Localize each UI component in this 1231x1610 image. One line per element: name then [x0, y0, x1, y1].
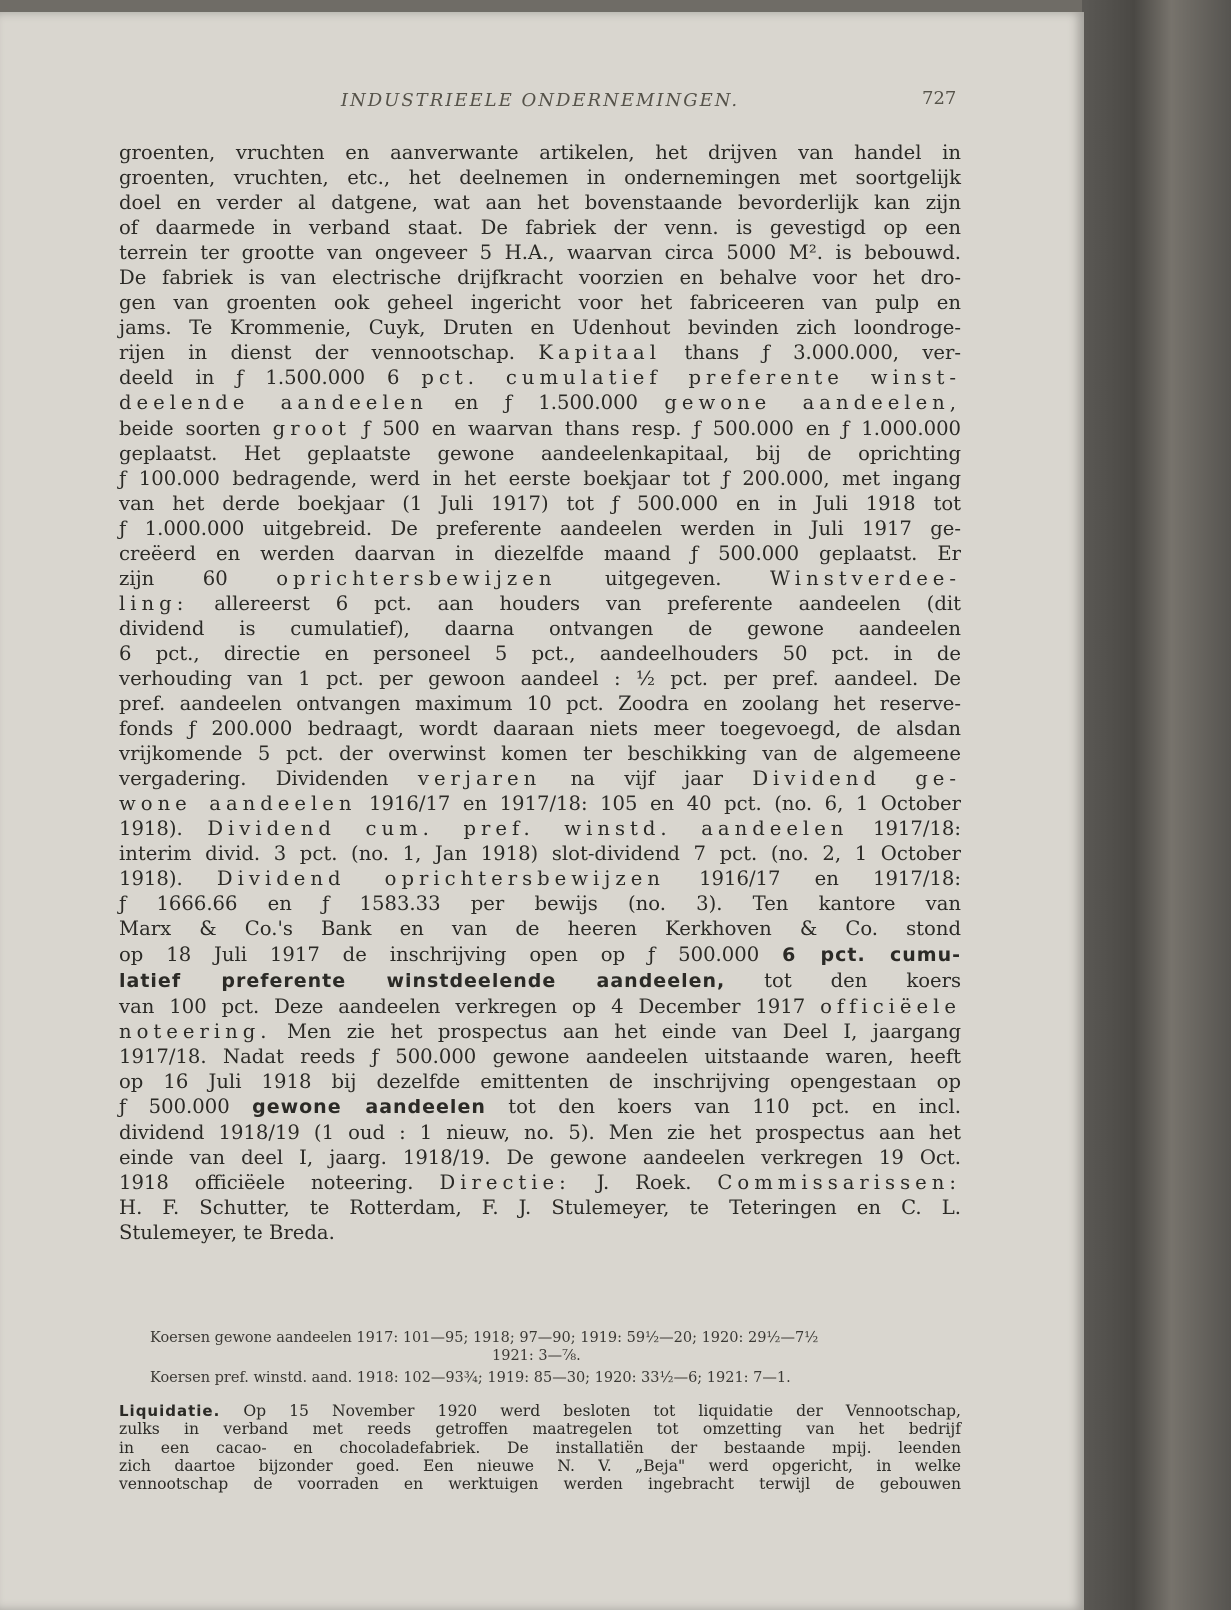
- spaced-term: officiëele: [820, 994, 961, 1018]
- text-line: [119, 591, 961, 616]
- spaced-term: deelende aandeelen: [119, 391, 428, 415]
- text-line: creëerd en werden daarvan in diezelfde maand ƒ 500.000 geplaatst. Er: [119, 541, 961, 565]
- spaced-term: wone aandeelen: [119, 792, 357, 816]
- text-segment: 1918 officiëele noteering.: [119, 1170, 414, 1194]
- text-line: ƒ 1.000.000 uitgebreid. De preferente aandeelen werden in Juli 1917 ge-: [119, 516, 961, 540]
- spaced-term: Dividend oprichtersbewijzen: [216, 867, 665, 891]
- text-line: [119, 1402, 961, 1420]
- spaced-term-kapitaal: Kapitaal: [538, 341, 661, 365]
- text-line: doel en verder al datgene, wat aan het bovenstaande bevorderlijk kan zijn: [119, 191, 961, 215]
- spaced-term: pct. cumulatief preferente winst-: [421, 366, 962, 390]
- text-segment: J. Roek.: [596, 1170, 692, 1194]
- text-line: vennootschap de voorraden en werktuigen werden ingebracht terwijl de gebouwen: [119, 1475, 961, 1494]
- text-line: 6 pct., directie en personeel 5 pct., aandeelhouders 50 pct. in de: [119, 641, 961, 665]
- text-line: dividend is cumulatief), daarna ontvangen de gewone aandeelen: [119, 616, 961, 640]
- text-line: [119, 968, 961, 994]
- text-line: gen van groenten ook geheel ingericht voor het fabriceeren van pulp en: [119, 291, 961, 315]
- text-line: [119, 866, 961, 891]
- text-line: ƒ 1666.66 en ƒ 1583.33 per bewijs (no. 3). Ten kantore van: [119, 892, 961, 916]
- text-line: geplaatst. Het geplaatste gewone aandeelenkapitaal, bij de oprichting: [119, 441, 961, 465]
- text-line: groenten, vruchten en aanverwante artikelen, het drijven van handel in: [119, 141, 961, 164]
- spaced-term: gewone aandeelen,: [664, 391, 962, 415]
- text-segment: 1916/17 en 1917/18: 105 en 40 pct. (no. 6, 1 October: [368, 792, 961, 816]
- text-line: [119, 1170, 961, 1195]
- text-line: [119, 1019, 961, 1044]
- text-line: [119, 766, 961, 791]
- text-segment: vergadering. Dividenden: [119, 767, 389, 791]
- text-segment: op 18 Juli 1917 de inschrijving open op ƒ 500.000: [119, 942, 760, 966]
- text-line: fonds ƒ 200.000 bedraagt, wordt daaraan niets meer toegevoegd, de alsdan: [119, 717, 961, 741]
- spaced-term: Directie:: [439, 1170, 571, 1194]
- text-line: [119, 340, 961, 365]
- text-line: terrein ter grootte van ongeveer 5 H.A., waarvan circa 5000 M². is bebouwd.: [119, 241, 961, 265]
- text-segment: en ƒ 1.500.000: [454, 391, 639, 415]
- text-line: [119, 994, 961, 1019]
- text-line: [119, 390, 961, 415]
- text-segment: na vijf jaar: [570, 767, 723, 791]
- spaced-term: Winstverdee-: [770, 566, 962, 590]
- text-line: [119, 566, 961, 591]
- text-segment: ƒ 500.000: [119, 1094, 230, 1118]
- text-line: [119, 365, 961, 390]
- text-segment: uitgegeven.: [604, 566, 722, 590]
- text-segment: 1918).: [119, 867, 183, 891]
- text-segment: tot den koers: [764, 968, 962, 992]
- text-segment: deeld in ƒ 1.500.000 6: [119, 366, 400, 390]
- text-line: verhouding van 1 pct. per gewoon aandeel : ½ pct. per pref. aandeel. De: [119, 666, 961, 690]
- text-line: De fabriek is van electrische drijfkracht voorzien en behalve voor het dro-: [119, 266, 961, 290]
- text-line: Marx & Co.'s Bank en van de heeren Kerkhoven & Co. stond: [119, 917, 961, 941]
- text-line: jams. Te Krommenie, Cuyk, Druten en Udenhout bevinden zich loondroge-: [119, 316, 961, 340]
- text-line: 1917/18. Nadat reeds ƒ 500.000 gewone aandeelen uitstaande waren, heeft: [119, 1044, 961, 1068]
- text-segment: 1917/18:: [872, 817, 961, 841]
- text-line: van het derde boekjaar (1 Juli 1917) tot ƒ 500.000 en in Juli 1918 tot: [119, 491, 961, 515]
- text-line: of daarmede in verband staat. De fabriek der venn. is gevestigd op een: [119, 216, 961, 240]
- text-segment: tot den koers van 110 pct. en incl.: [508, 1094, 962, 1118]
- text-line: interim divid. 3 pct. (no. 1, Jan 1918) slot-dividend 7 pct. (no. 2, 1 October: [119, 842, 961, 866]
- text-segment: thans ƒ 3.000.000, ver-: [684, 341, 961, 365]
- bold-term: latief preferente winstdeelende aandeelen,: [119, 969, 726, 992]
- body-text: [119, 140, 961, 1245]
- text-line: einde van deel I, jaarg. 1918/19. De gewone aandeelen verkregen 19 Oct.: [119, 1145, 961, 1169]
- running-title: INDUSTRIEELE ONDERNEMINGEN.: [340, 90, 740, 111]
- bold-term: gewone aandeelen: [252, 1095, 486, 1118]
- book-spine: [1082, 0, 1231, 1610]
- text-segment: beide soorten: [119, 416, 261, 440]
- text-line: op 16 Juli 1918 bij dezelfde emittenten de inschrijving opengestaan op: [119, 1069, 961, 1093]
- text-segment: zijn 60: [119, 566, 228, 590]
- spaced-term: Dividend cum. pref. winstd. aandeelen: [207, 817, 849, 841]
- text-segment: Men zie het prospectus aan het einde van Deel I, jaargang: [286, 1019, 961, 1043]
- spaced-term: Commissarissen:: [717, 1170, 961, 1194]
- koersen-gewone-line: Koersen gewone aandeelen 1917: 101—95; 1918; 97—90; 1919: 59½—20; 1920: 29½—7½: [150, 1330, 819, 1346]
- text-line: [119, 791, 961, 816]
- spaced-term: verjaren: [417, 767, 542, 791]
- text-line: zulks in verband met reeds getroffen maatregelen tot omzetting van het bedrijf: [119, 1420, 961, 1439]
- page-number: 727: [922, 88, 957, 109]
- text-segment: 1918).: [119, 817, 183, 841]
- text-segment: Op 15 November 1920 werd besloten tot liquidatie der Vennootschap,: [243, 1402, 961, 1420]
- spaced-term: noteering.: [119, 1019, 272, 1043]
- text-line: [119, 1094, 961, 1120]
- text-line: vrijkomende 5 pct. der overwinst komen ter beschikking van de algemeene: [119, 742, 961, 766]
- text-segment: allereerst 6 pct. aan houders van preferente aandeelen (dit: [214, 591, 961, 615]
- spaced-term: Dividend ge-: [752, 767, 962, 791]
- text-line: [119, 942, 961, 968]
- text-line: in een cacao- en chocoladefabriek. De installatiën der bestaande mpij. leenden: [119, 1438, 961, 1457]
- spaced-term: groot: [272, 416, 352, 440]
- text-line: zich daartoe bijzonder goed. Een nieuwe N. V. „Beja" werd opgericht, in welke: [119, 1456, 961, 1475]
- koersen-pref-line: Koersen pref. winstd. aand. 1918: 102—93¾; 1919: 85—30; 1920: 33½—6; 1921: 7—1.: [150, 1370, 791, 1386]
- text-line: [119, 816, 961, 841]
- spaced-term: oprichtersbewijzen: [276, 566, 557, 590]
- text-line: H. F. Schutter, te Rotterdam, F. J. Stulemeyer, te Teteringen en C. L.: [119, 1195, 961, 1219]
- liquidatie-title: Liquidatie.: [119, 1402, 221, 1420]
- text-segment: van 100 pct. Deze aandeelen verkregen op 4 December 1917: [119, 994, 806, 1018]
- text-segment: rijen in dienst der vennootschap.: [119, 341, 516, 365]
- text-segment: ƒ 500 en waarvan thans resp. ƒ 500.000 en ƒ 1.000.000: [363, 416, 961, 440]
- text-line: [119, 416, 961, 441]
- text-line: dividend 1918/19 (1 oud : 1 nieuw, no. 5). Men zie het prospectus aan het: [119, 1120, 961, 1144]
- spaced-term: ling:: [119, 591, 189, 615]
- koersen-gewone-line-2: 1921: 3—⅞.: [492, 1348, 581, 1364]
- bold-term: 6 pct. cumu-: [782, 943, 961, 966]
- text-line: groenten, vruchten, etc., het deelnemen in ondernemingen met soortgelijk: [119, 166, 961, 190]
- liquidatie-section: [119, 1402, 961, 1493]
- text-line: pref. aandeelen ontvangen maximum 10 pct. Zoodra en zoolang het reserve-: [119, 692, 961, 716]
- text-line: Stulemeyer, te Breda.: [119, 1221, 335, 1245]
- text-segment: 1916/17 en 1917/18:: [699, 867, 961, 891]
- text-line: ƒ 100.000 bedragende, werd in het eerste boekjaar tot ƒ 200.000, met ingang: [119, 466, 961, 490]
